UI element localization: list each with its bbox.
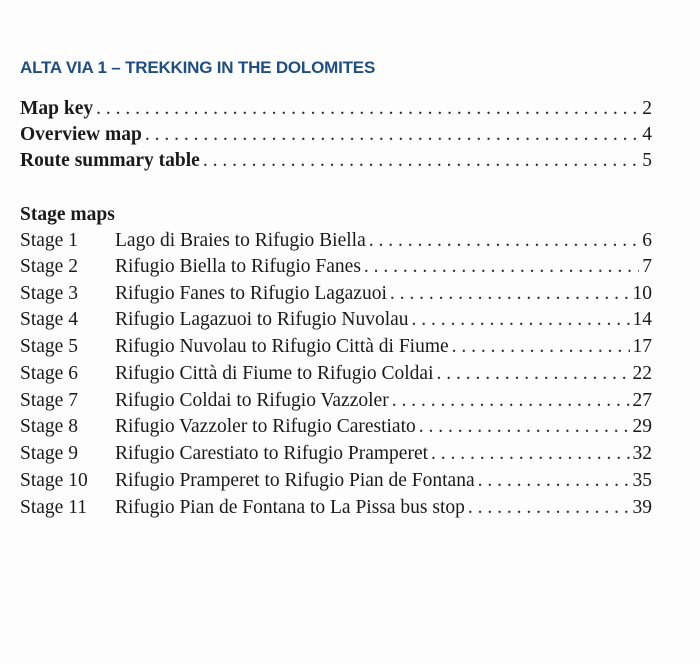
dot-leader bbox=[478, 470, 630, 492]
stage-number: Stage 3 bbox=[20, 283, 78, 304]
toc-page-number: 2 bbox=[642, 98, 652, 119]
toc-entry-stage[interactable] bbox=[20, 363, 652, 387]
toc-entry-label: Rifugio Carestiato to Rifugio Pramperet bbox=[115, 443, 429, 464]
dot-leader bbox=[437, 363, 630, 385]
toc-entry-stage[interactable] bbox=[20, 309, 652, 333]
toc-page-number: 10 bbox=[632, 283, 652, 304]
toc-entry-label: Rifugio Vazzoler to Rifugio Carestiato bbox=[115, 416, 416, 437]
toc-entry-label: Route summary table bbox=[20, 150, 200, 171]
stage-number: Stage 2 bbox=[20, 256, 78, 277]
toc-entry-stage[interactable] bbox=[20, 416, 652, 440]
toc-entry-label: Rifugio Biella to Rifugio Fanes bbox=[115, 256, 361, 277]
toc-entry-route-summary-table[interactable] bbox=[20, 150, 652, 174]
toc-entry-stage[interactable] bbox=[20, 230, 652, 254]
toc-entry-stage[interactable] bbox=[20, 390, 652, 414]
toc-entry-label: Rifugio Pramperet to Rifugio Pian de Fontana bbox=[115, 470, 475, 491]
toc-entry-label: Rifugio Nuvolau to Rifugio Città di Fiume bbox=[115, 336, 449, 357]
toc-entry-label: Rifugio Fanes to Rifugio Lagazuoi bbox=[115, 283, 387, 304]
toc-page-number: 14 bbox=[632, 309, 652, 330]
toc-entry-stage[interactable] bbox=[20, 256, 652, 280]
toc-entry-stage[interactable] bbox=[20, 443, 652, 467]
dot-leader bbox=[145, 124, 639, 146]
toc-entry-stage[interactable] bbox=[20, 283, 652, 307]
toc-entry-stage[interactable] bbox=[20, 470, 652, 494]
toc-page-number: 7 bbox=[642, 256, 652, 277]
dot-leader bbox=[364, 256, 639, 278]
toc-entry-label: Overview map bbox=[20, 124, 142, 145]
toc-entry-stage[interactable] bbox=[20, 336, 652, 360]
toc-entry-map-key[interactable] bbox=[20, 98, 652, 122]
stage-number: Stage 10 bbox=[20, 470, 88, 491]
dot-leader bbox=[431, 443, 629, 465]
toc-entry-overview-map[interactable] bbox=[20, 124, 652, 148]
dot-leader bbox=[96, 98, 639, 120]
page-title: ALTA VIA 1 – TREKKING IN THE DOLOMITES bbox=[20, 58, 376, 77]
dot-leader bbox=[468, 497, 630, 519]
stage-number: Stage 11 bbox=[20, 497, 87, 518]
stage-number: Stage 8 bbox=[20, 416, 78, 437]
toc-page-number: 35 bbox=[632, 470, 652, 491]
toc-page-number: 39 bbox=[632, 497, 652, 518]
toc-page-number: 32 bbox=[632, 443, 652, 464]
stage-number: Stage 1 bbox=[20, 230, 78, 251]
toc-page-number: 17 bbox=[632, 336, 652, 357]
toc-page-number: 6 bbox=[642, 230, 652, 251]
stage-number: Stage 5 bbox=[20, 336, 78, 357]
toc-page-number: 27 bbox=[632, 390, 652, 411]
toc-entry-label: Rifugio Lagazuoi to Rifugio Nuvolau bbox=[115, 309, 409, 330]
toc-page-number: 5 bbox=[642, 150, 652, 171]
dot-leader bbox=[203, 150, 639, 172]
stage-number: Stage 6 bbox=[20, 363, 78, 384]
toc-entry-label: Lago di Braies to Rifugio Biella bbox=[115, 230, 366, 251]
toc-page-number: 22 bbox=[632, 363, 652, 384]
stage-number: Stage 9 bbox=[20, 443, 78, 464]
dot-leader bbox=[412, 309, 630, 331]
dot-leader bbox=[390, 283, 630, 305]
stage-number: Stage 4 bbox=[20, 309, 78, 330]
dot-leader bbox=[369, 230, 640, 252]
dot-leader bbox=[419, 416, 630, 438]
section-heading: Stage maps bbox=[20, 204, 115, 225]
toc-entry-label: Rifugio Città di Fiume to Rifugio Coldai bbox=[115, 363, 434, 384]
stage-number: Stage 7 bbox=[20, 390, 78, 411]
dot-leader bbox=[452, 336, 630, 358]
toc-page-number: 29 bbox=[632, 416, 652, 437]
toc-entry-label: Rifugio Pian de Fontana to La Pissa bus stop bbox=[115, 497, 465, 518]
dot-leader bbox=[392, 390, 630, 412]
toc-entry-stage[interactable] bbox=[20, 497, 652, 521]
toc-entry-label: Rifugio Coldai to Rifugio Vazzoler bbox=[115, 390, 389, 411]
toc-entry-label: Map key bbox=[20, 98, 94, 119]
toc-page-number: 4 bbox=[642, 124, 652, 145]
